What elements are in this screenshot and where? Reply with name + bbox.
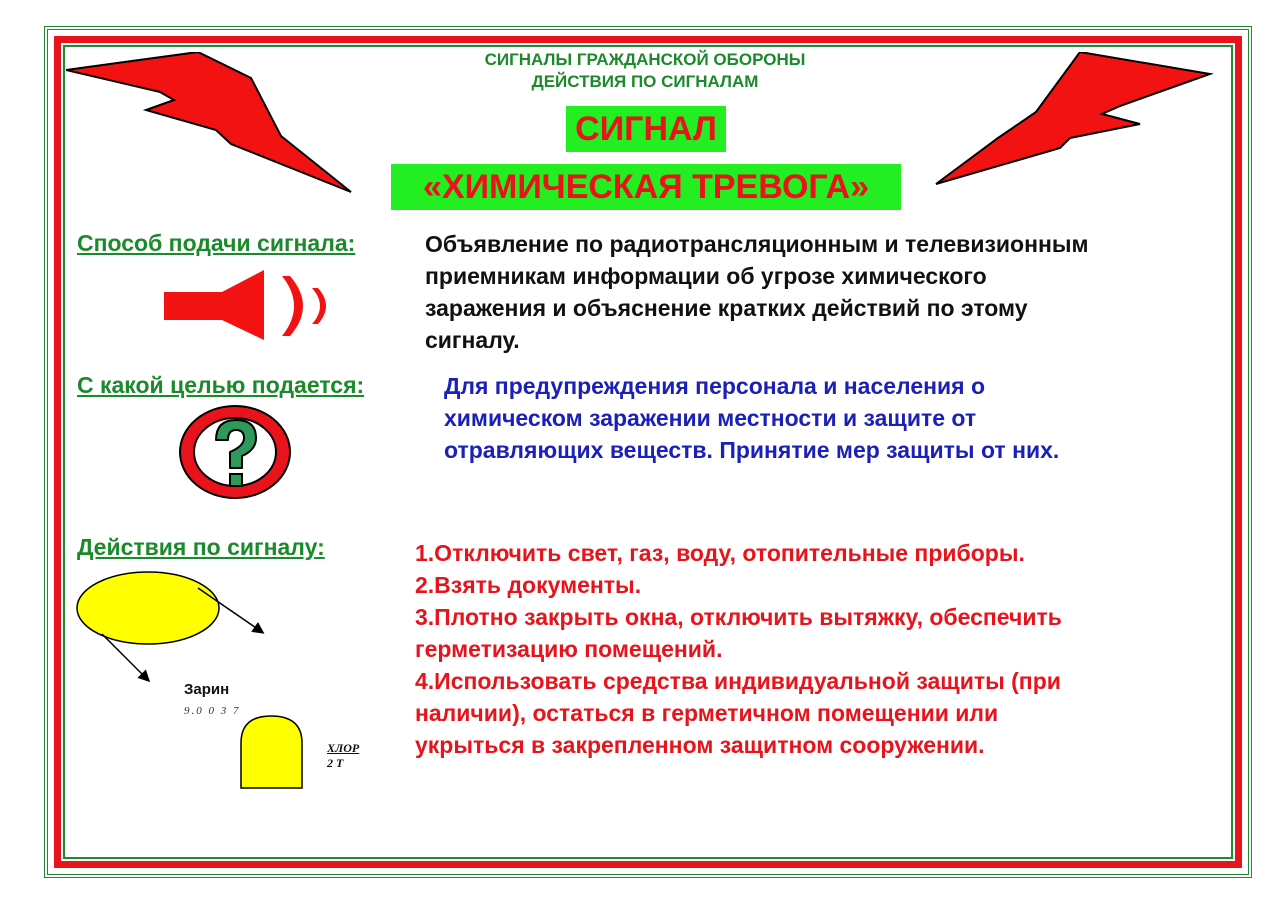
sarin-label: Зарин bbox=[184, 681, 230, 698]
actions-list bbox=[415, 537, 1062, 761]
chlorine-label: ХЛОР bbox=[327, 741, 360, 755]
purpose-label: С какой целью подается: bbox=[77, 372, 365, 398]
action-item: укрыться в закрепленном защитном сооружении. bbox=[415, 732, 985, 758]
method-label-colon: : bbox=[347, 230, 356, 256]
purpose-line: Для предупреждения персонала и населения о bbox=[444, 373, 986, 399]
purpose-description bbox=[444, 370, 1059, 466]
signal-word: СИГНАЛ bbox=[566, 106, 726, 152]
method-line: заражения и объяснение кратких действий по этому bbox=[425, 295, 1028, 321]
method-description bbox=[425, 228, 1089, 356]
action-item: 1.Отключить свет, газ, воду, отопительные приборы. bbox=[415, 540, 1025, 566]
header-subtitle: ДЕЙСТВИЯ ПО СИГНАЛАМ bbox=[531, 72, 759, 91]
action-item: 3.Плотно закрыть окна, отключить вытяжку, обеспечить bbox=[415, 604, 1062, 630]
action-item: 4.Использовать средства индивидуальной защиты (при bbox=[415, 668, 1061, 694]
purpose-line: отравляющих веществ. Принятие мер защиты от них. bbox=[444, 437, 1060, 463]
method-line: Объявление по радиотрансляционным и телевизионным bbox=[425, 231, 1089, 257]
purpose-line: химическом заражении местности и защите от bbox=[444, 405, 977, 431]
gas-cloud-icon bbox=[74, 570, 274, 686]
question-mark-icon bbox=[176, 402, 294, 502]
signal-name: «ХИМИЧЕСКАЯ ТРЕВОГА» bbox=[391, 164, 901, 210]
loudspeaker-icon bbox=[160, 268, 332, 344]
method-label bbox=[77, 230, 355, 257]
method-label-text: Способ подачи сигнала bbox=[77, 230, 348, 256]
chlorine-number: 2 Т bbox=[327, 756, 344, 770]
action-item: наличии), остаться в герметичном помещении или bbox=[415, 700, 999, 726]
method-line: приемникам информации об угрозе химического bbox=[425, 263, 987, 289]
action-item: герметизацию помещений. bbox=[415, 636, 723, 662]
actions-label: Действия по сигналу: bbox=[77, 534, 325, 560]
sarin-number: 9.0 0 3 7 bbox=[184, 705, 241, 717]
chlorine-container-icon bbox=[240, 715, 304, 789]
method-line: сигналу. bbox=[425, 327, 520, 353]
action-item: 2.Взять документы. bbox=[415, 572, 642, 598]
header-title: СИГНАЛЫ ГРАЖДАНСКОЙ ОБОРОНЫ bbox=[484, 50, 806, 69]
